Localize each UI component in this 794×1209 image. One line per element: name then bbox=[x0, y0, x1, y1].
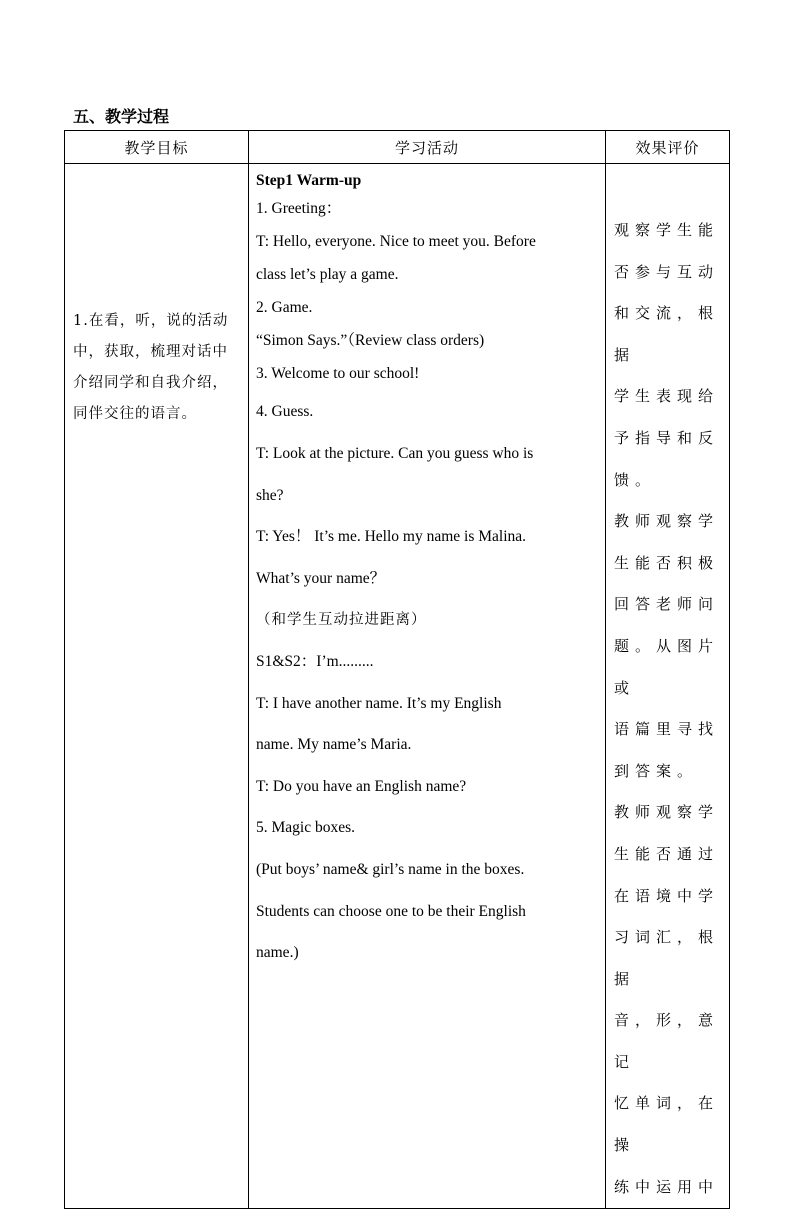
activity-line: 3. Welcome to our school! bbox=[256, 365, 420, 382]
evaluation-line: 忆单词，在操 bbox=[614, 1094, 720, 1155]
activity-line: T: Yes！ It’s me. Hello my name is Malina. bbox=[256, 528, 527, 545]
evaluation-cell bbox=[606, 164, 730, 1209]
evaluation-line: 否参与互动 bbox=[614, 262, 720, 281]
activity-line: T: Do you have an English name? bbox=[256, 778, 467, 795]
activity-line: T: Hello, everyone. Nice to meet you. Before bbox=[256, 233, 536, 250]
activity-line: class let’s play a game. bbox=[256, 266, 399, 283]
header-teaching-goals: 教学目标 bbox=[65, 131, 249, 164]
evaluation-line: 音，形，意记 bbox=[614, 1011, 720, 1071]
activity-line: “Simon Says.”（Review class orders) bbox=[256, 332, 485, 349]
evaluation-line: 教师观察学 bbox=[614, 803, 720, 822]
activities-cell bbox=[249, 164, 606, 1209]
table-row bbox=[65, 164, 730, 1209]
evaluation-line: 到答案。 bbox=[614, 761, 699, 780]
evaluation-line: 回答老师问 bbox=[614, 595, 720, 614]
activity-line: name.) bbox=[256, 944, 299, 961]
evaluation-line: 生能否通过 bbox=[614, 844, 720, 863]
evaluation-line: 馈。 bbox=[614, 470, 657, 489]
section-title: 五、教学过程 bbox=[73, 107, 170, 126]
activities-list bbox=[249, 164, 605, 974]
activity-line: T: Look at the picture. Can you guess who is bbox=[256, 445, 534, 462]
activity-line: Students can choose one to be their English bbox=[256, 903, 526, 920]
table-header-row bbox=[65, 131, 730, 164]
evaluation-line: 生能否积极 bbox=[614, 553, 720, 572]
evaluation-text bbox=[606, 164, 729, 1208]
activity-line: T: I have another name. It’s my English bbox=[256, 695, 502, 712]
goal-cell bbox=[65, 164, 249, 1209]
header-learning-activities: 学习活动 bbox=[249, 131, 606, 164]
evaluation-line: 题。从图片或 bbox=[614, 636, 720, 697]
activity-line: S1&S2：I’m......... bbox=[256, 653, 374, 670]
evaluation-line: 予指导和反 bbox=[614, 428, 720, 447]
header-effect-evaluation: 效果评价 bbox=[606, 131, 730, 164]
evaluation-line: 教师观察学 bbox=[614, 512, 720, 531]
evaluation-line: 学生表现给 bbox=[614, 387, 720, 406]
evaluation-line: 观察学生能 bbox=[614, 221, 720, 239]
evaluation-line: 练中运用中 bbox=[614, 1177, 720, 1196]
evaluation-line: 和交流，根据 bbox=[614, 304, 720, 364]
activity-line: 1. Greeting： bbox=[256, 200, 342, 217]
activity-line: 4. Guess. bbox=[256, 403, 314, 420]
activity-line: Step1 Warm-up bbox=[256, 172, 362, 189]
goal-text: 1.在看，听，说的活动中，获取，梳理对话中介绍同学和自我介绍，同伴交往的语言。 bbox=[73, 313, 229, 422]
activity-line: she? bbox=[256, 487, 284, 504]
activity-line: （和学生互动拉进距离） bbox=[256, 612, 427, 628]
evaluation-line: 语篇里寻找 bbox=[614, 720, 720, 739]
activity-line: (Put boys’ name& girl’s name in the boxes. bbox=[256, 861, 525, 878]
activity-line: 2. Game. bbox=[256, 299, 313, 316]
evaluation-line: 在语境中学 bbox=[614, 886, 720, 905]
activity-line: name. My name’s Maria. bbox=[256, 736, 412, 753]
evaluation-line: 习词汇，根据 bbox=[614, 928, 720, 988]
teaching-process-table bbox=[64, 130, 730, 1209]
activity-line: 5. Magic boxes. bbox=[256, 819, 356, 836]
activity-line: What’s your name？ bbox=[256, 570, 386, 587]
